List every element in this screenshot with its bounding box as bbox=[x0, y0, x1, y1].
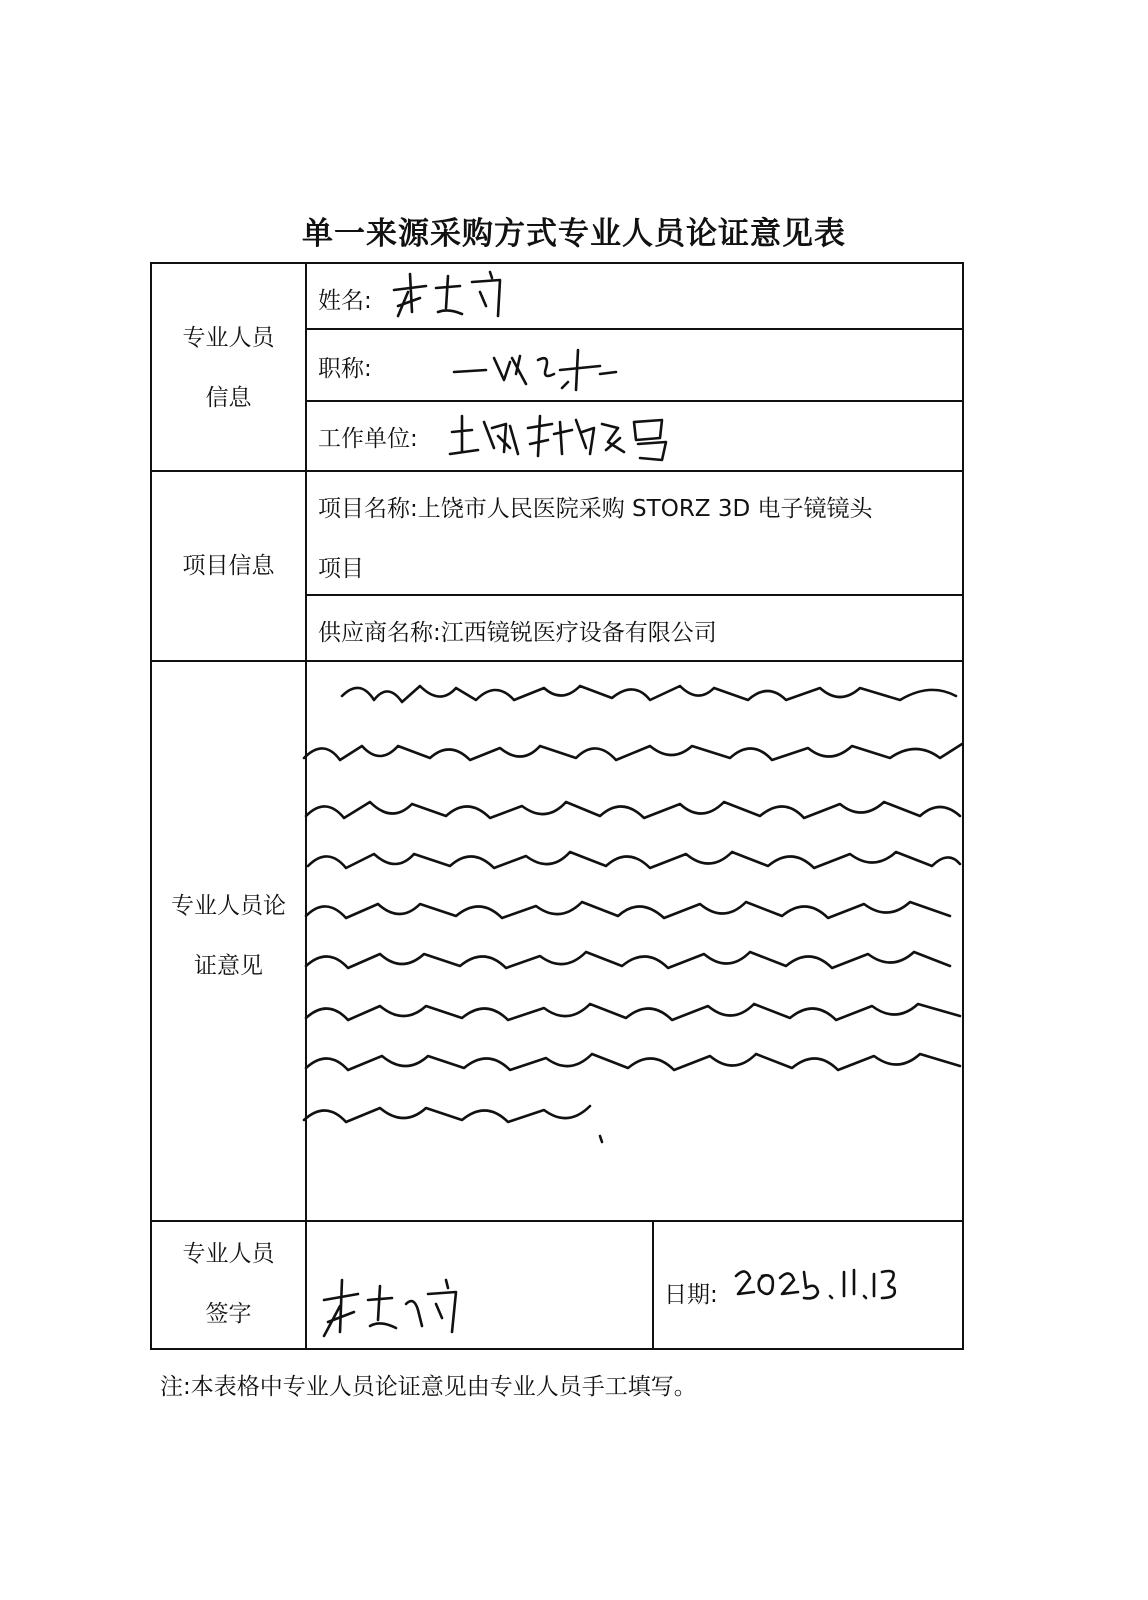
project-info-label: 项目信息 bbox=[182, 553, 275, 579]
handwritten-signature bbox=[318, 1276, 468, 1346]
signature-divider bbox=[652, 1220, 654, 1348]
footnote: 注:本表格中专业人员论证意见由专业人员手工填写。 bbox=[160, 1374, 697, 1400]
section-line bbox=[152, 660, 964, 662]
handwritten-work-unit bbox=[448, 408, 678, 468]
project-name-value: 上饶市人民医院采购 STORZ 3D 电子镜镜头 bbox=[417, 496, 873, 522]
project-name-label: 项目名称: bbox=[318, 496, 418, 522]
name-label: 姓名: bbox=[318, 288, 372, 314]
form-title: 单一来源采购方式专业人员论证意见表 bbox=[302, 216, 846, 252]
date-label: 日期: bbox=[664, 1282, 718, 1308]
row-line bbox=[305, 328, 964, 330]
personnel-info-label: 专业人员 信息 bbox=[182, 325, 275, 411]
handwritten-name bbox=[390, 268, 520, 328]
handwritten-opinion bbox=[300, 666, 972, 1206]
opinion-label: 专业人员论 证意见 bbox=[171, 893, 286, 979]
handwritten-job-title bbox=[450, 340, 620, 400]
project-name-row bbox=[318, 490, 873, 523]
section-line bbox=[152, 470, 964, 472]
project-name-value-line2: 项目 bbox=[318, 556, 364, 582]
supplier-row bbox=[318, 614, 717, 647]
work-unit-label: 工作单位: bbox=[318, 426, 418, 452]
handwritten-date bbox=[732, 1262, 902, 1306]
row-line bbox=[305, 594, 964, 596]
signature-label: 专业人员 签字 bbox=[182, 1241, 275, 1327]
supplier-label: 供应商名称: bbox=[318, 620, 441, 646]
job-title-label: 职称: bbox=[318, 356, 372, 382]
supplier-value: 江西镜锐医疗设备有限公司 bbox=[440, 620, 717, 646]
section-line bbox=[152, 1220, 964, 1222]
row-line bbox=[305, 400, 964, 402]
